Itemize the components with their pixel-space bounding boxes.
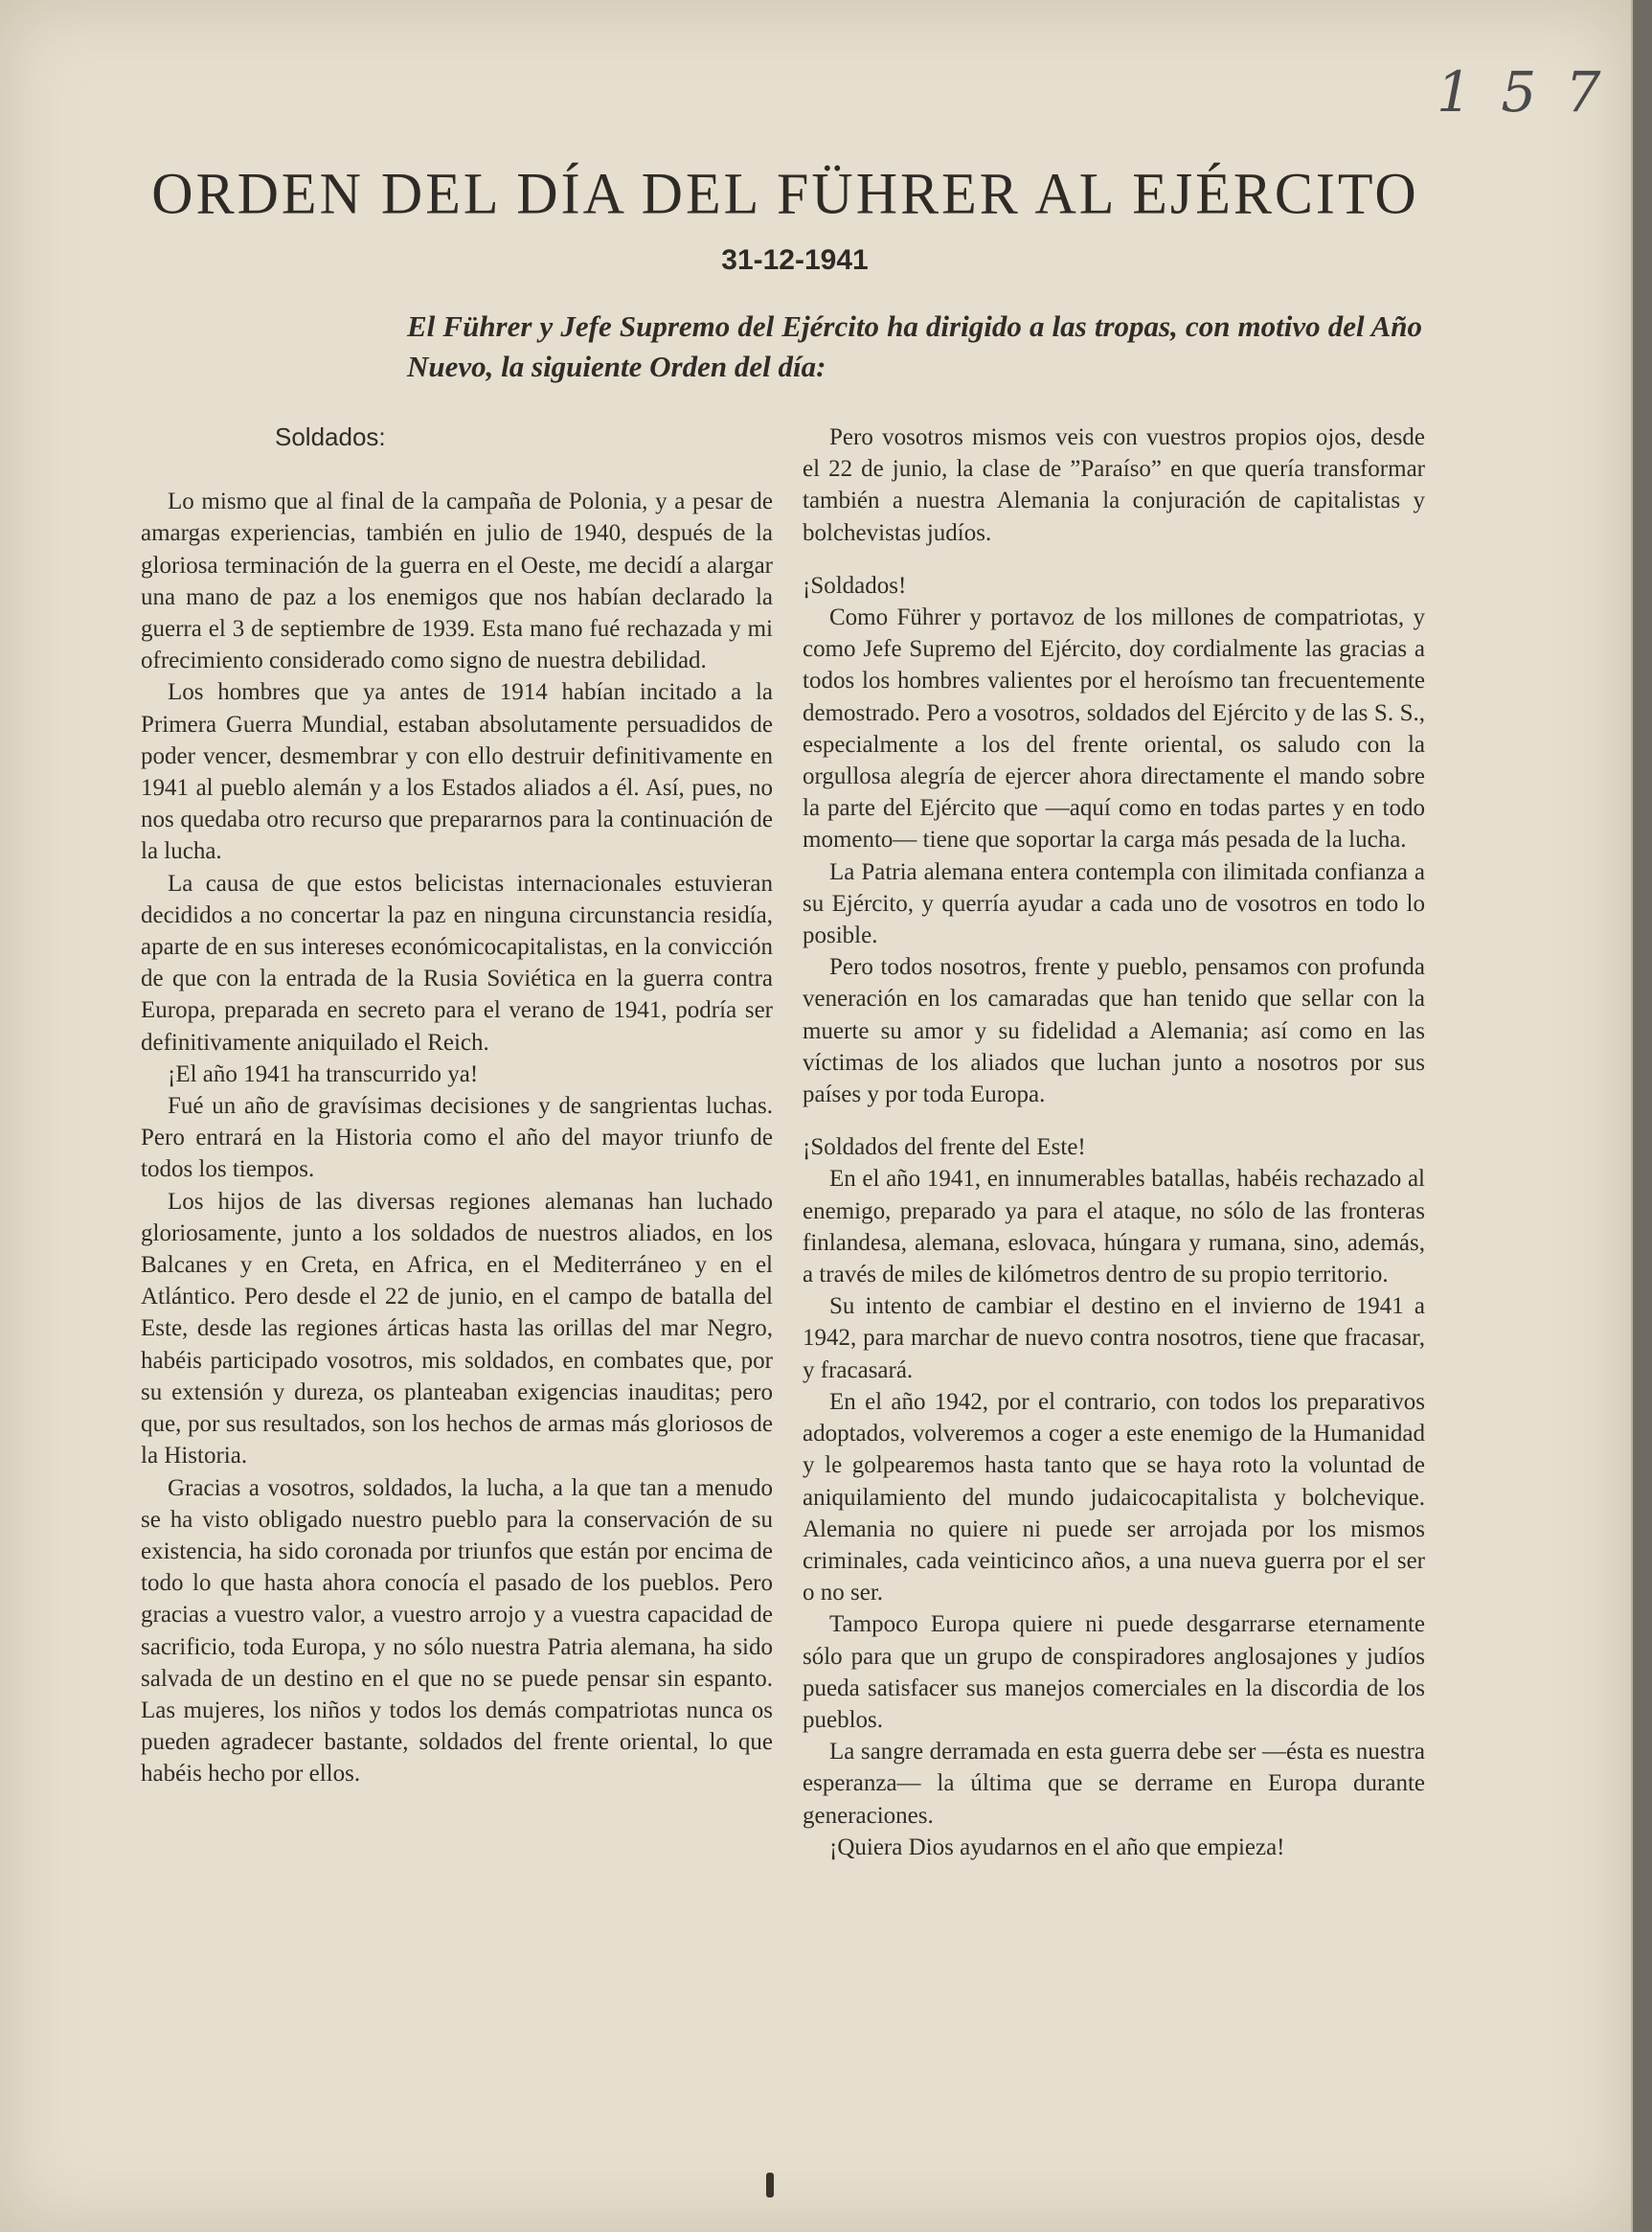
paragraph: En el año 1941, en innumerables batallas, habéis rechazado al enemigo, preparado ya para el ataque, no sólo de las fronteras finlandesa, alemana, eslovaca, húngara y rumana, sino, además, a través de miles de kilómetros dentro de su propio territorio.	[803, 1166, 1425, 1288]
paragraph: Pero vosotros mismos veis con vuestros propios ojos, desde el 22 de junio, la clase de ”Paraíso” en que quería transformar también a nuestra Alemania la conjuración de capitalistas y bolchevistas judíos.	[803, 424, 1425, 546]
archive-number-handwritten: 1 5 7	[1437, 59, 1607, 125]
exclamation-heading: ¡Soldados!	[803, 572, 907, 599]
paragraph: Su intento de cambiar el destino en el invierno de 1941 a 1942, para marchar de nuevo contra nosotros, tiene que fracasar, y fracasará.	[803, 1293, 1425, 1383]
paragraph: ¡El año 1941 ha transcurrido ya!	[168, 1060, 479, 1087]
paragraph: La Patria alemana entera contempla con ilimitada confianza a su Ejército, y querría ayudar a cada uno de vosotros en todo lo posible.	[803, 858, 1425, 949]
paragraph: Como Führer y portavoz de los millones de compatriotas, y como Jefe Supremo del Ejército, doy cordialmente las gracias a todos los hombres valientes por el heroísmo tan frecuentemente demostrado. Pero a vosotros, soldados del Ejército y de las S. S., especialmente a los del frente oriental, os saludo con la orgullosa alegría de ejercer ahora directamente el mando sobre la parte del Ejército que —aquí como en todas partes y en todo momento— tiene que soportar la carga más pesada de la lucha.	[803, 604, 1425, 854]
paragraph: Tampoco Europa quiere ni puede desgarrarse eternamente sólo para que un grupo de conspiradores anglosajones y judíos pueda satisfacer sus manejos comerciales en la discordia de los pueblos.	[803, 1611, 1425, 1733]
paragraph: Fué un año de gravísimas decisiones y de sangrientas luchas. Pero entrará en la Historia como el año del mayor triunfo de todos los tiempos.	[141, 1093, 773, 1183]
paragraph: Lo mismo que al final de la campaña de Polonia, y a pesar de amargas experiencias, también en julio de 1940, después de la gloriosa terminación de la guerra en el Oeste, me decidí a alargar una mano de paz a los enemigos que nos habían declarado la guerra el 3 de septiembre de 1939. Esta mano fué rechazada y mi ofrecimiento considerado como signo de nuestra debilidad.	[141, 489, 773, 674]
paragraph: En el año 1942, por el contrario, con todos los preparativos adoptados, volveremos a coger a este enemigo de la Humanidad y le golpearemos hasta tanto que se haya roto la voluntad de aniquilamiento del mundo judaicocapitalista y bolchevique. Alemania no quiere ni puede ser arrojada por los mismos criminales, cada veinticinco años, a una nueva guerra por el ser o no ser.	[803, 1388, 1425, 1606]
document-title: ORDEN DEL DÍA DEL FÜHRER AL EJÉRCITO	[151, 161, 1419, 226]
ink-mark	[766, 2173, 774, 2198]
closing-line: ¡Quiera Dios ayudarnos en el año que empieza!	[829, 1833, 1285, 1860]
paragraph: La causa de que estos belicistas internacionales estuvieran decididos a no concertar la paz en ninguna circunstancia residía, aparte de en sus intereses económicocapitalistas, en la convicción de que con la entrada de la Rusia Soviética en la guerra contra Europa, preparada en secreto para el verano de 1941, podría ser definitivamente aniquilado el Reich.	[141, 870, 773, 1056]
intro-paragraph: El Führer y Jefe Supremo del Ejército ha dirigido a las tropas, con motivo del Año Nuevo, la siguiente Orden del día:	[407, 309, 1422, 383]
exclamation-heading: ¡Soldados del frente del Este!	[803, 1134, 1086, 1161]
salutation: Soldados:	[275, 422, 386, 451]
paragraph: Pero todos nosotros, frente y pueblo, pensamos con profunda veneración en los camaradas que han tenido que sellar con la muerte su amor y su fidelidad a Alemania; así como en las víctimas de los aliados que luchan junto a nosotros por sus países y por toda Europa.	[803, 954, 1425, 1108]
paragraph: La sangre derramada en esta guerra debe ser —ésta es nuestra esperanza— la última que se derrame en Europa durante generaciones.	[803, 1739, 1425, 1829]
right-column	[803, 421, 1425, 1863]
left-column	[141, 421, 773, 1790]
paragraph: Los hijos de las diversas regiones alemanas han luchado gloriosamente, junto a los soldados de nuestros aliados, en los Balcanes y en Creta, en Africa, en el Mediterráneo y en el Atlántico. Pero desde el 22 de junio, en el campo de batalla del Este, desde las regiones árticas hasta las orillas del mar Negro, habéis participado vosotros, mis soldados, en combates que, por su extensión y dureza, os planteaban exigencias inauditas; pero que, por sus resultados, son los hechos de armas más gloriosos de la Historia.	[141, 1188, 773, 1469]
document-date: 31-12-1941	[721, 244, 869, 276]
paragraph: Los hombres que ya antes de 1914 habían incitado a la Primera Guerra Mundial, estaban absolutamente persuadidos de poder vencer, desmembrar y con ello destruir definitivamente en 1941 al pueblo alemán y a los Estados aliados a él. Así, pues, no nos quedaba otro recurso que prepararnos para la continuación de la lucha.	[141, 679, 773, 865]
paragraph: Gracias a vosotros, soldados, la lucha, a la que tan a menudo se ha visto obligado nuestro pueblo para la conservación de su existencia, ha sido coronada por triunfos que están por encima de todo lo que hasta ahora conocía el pasado de los pueblos. Pero gracias a vuestro valor, a vuestro arrojo y a vuestra capacidad de sacrificio, toda Europa, y no sólo nuestra Patria alemana, ha sido salvada de un destino en el que no se puede pensar sin espanto. Las mujeres, los niños y todos los demás compatriotas nunca os pueden agradecer bastante, soldados del frente oriental, lo que habéis hecho por ellos.	[141, 1474, 773, 1788]
